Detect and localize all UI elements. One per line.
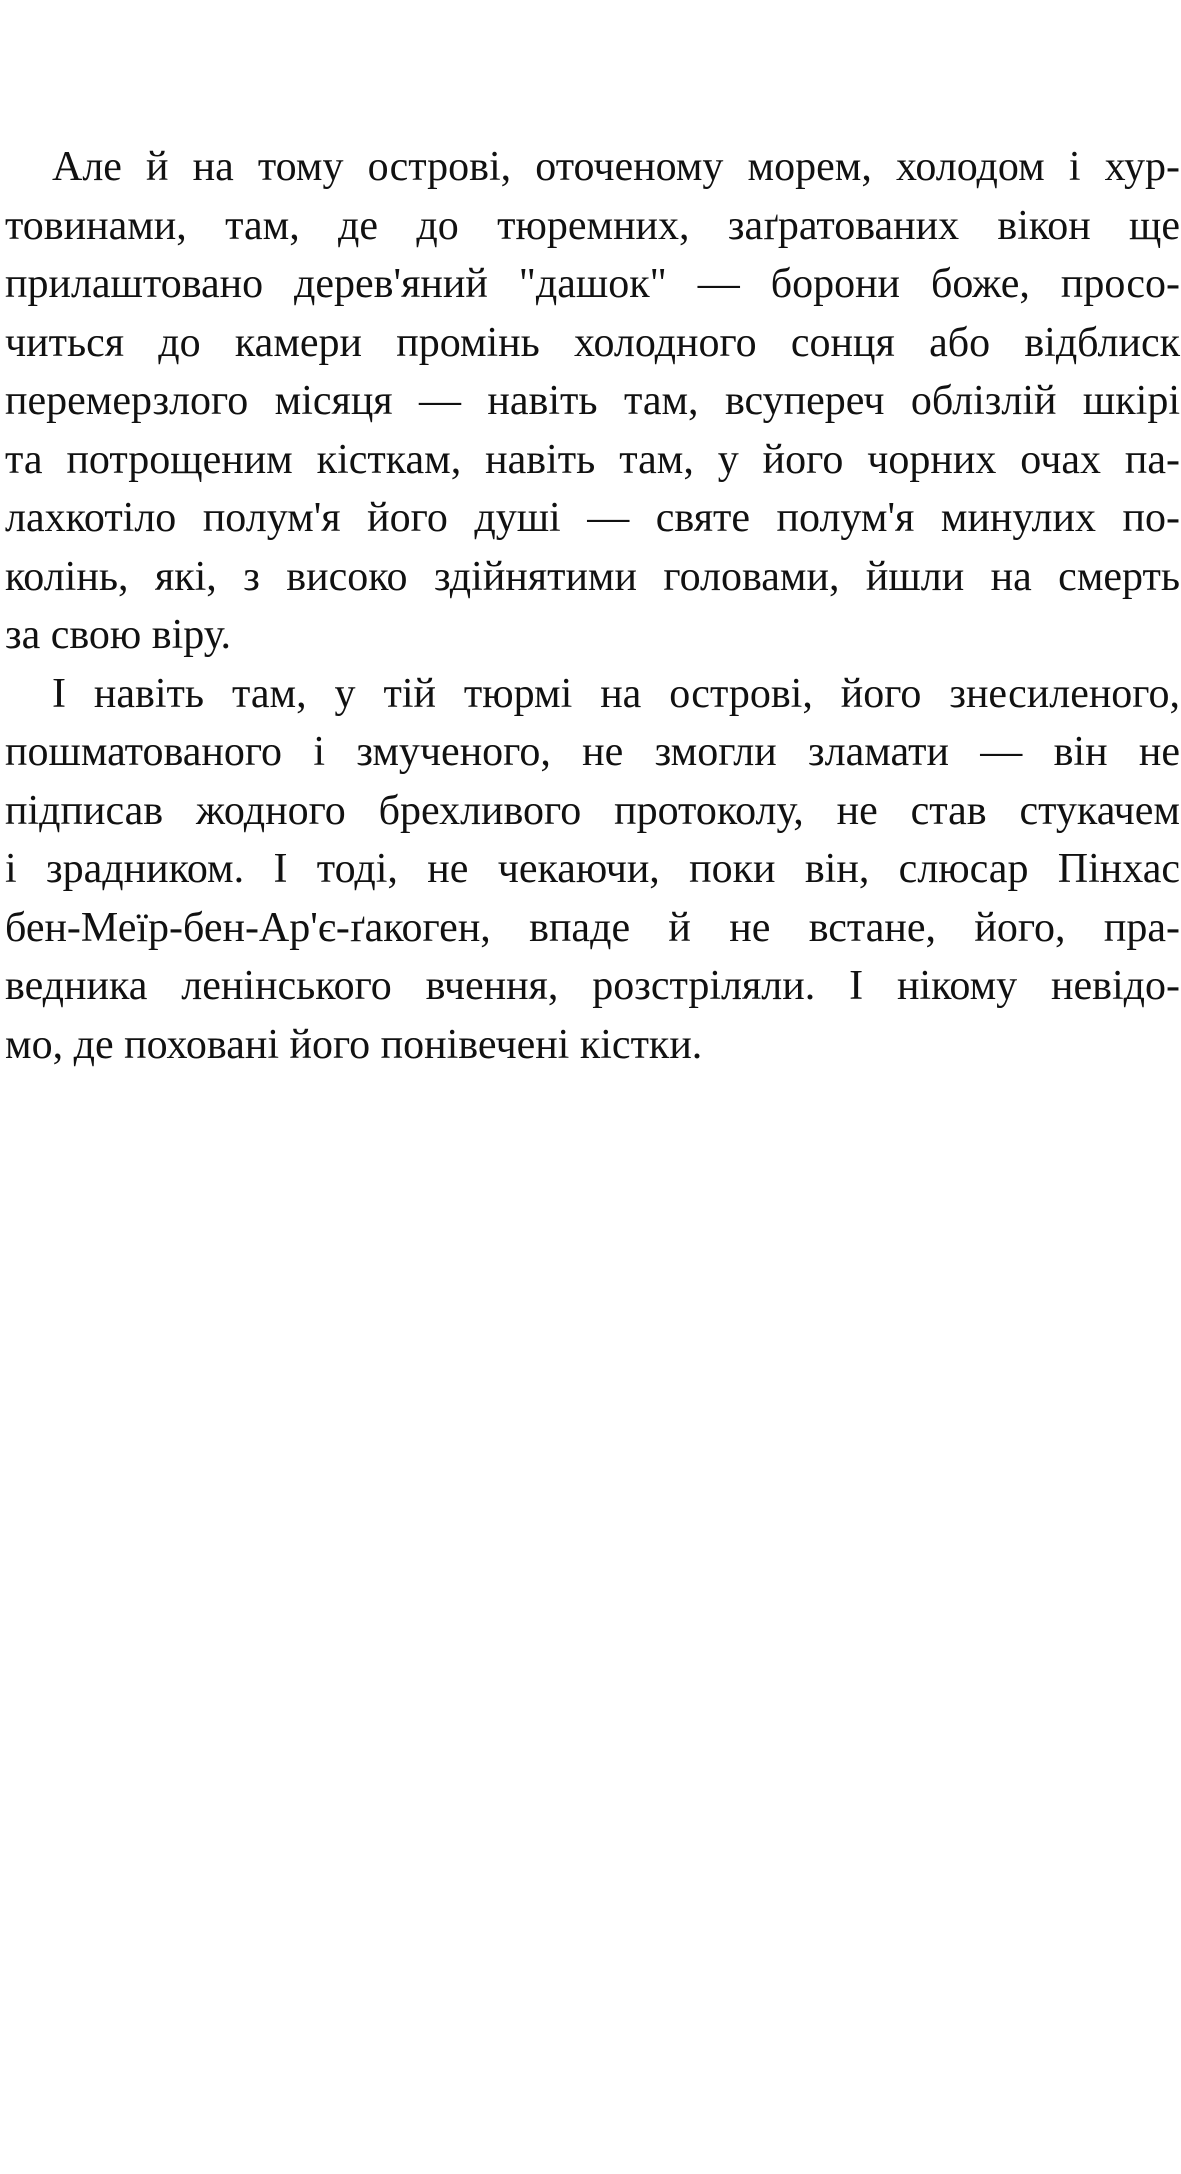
text-line: і зрадником. І тоді, не чекаючи, поки він, слюсар Пінхас	[5, 846, 1180, 892]
paragraph-1	[5, 138, 1180, 665]
text-line: колінь, які, з високо здійнятими головами, йшли на смерть	[5, 553, 1180, 600]
text-line: І навіть там, у тій тюрмі на острові, його знесиленого,	[52, 670, 1180, 717]
text-line: читься до камери промінь холодного сонця або відблиск	[5, 319, 1180, 366]
text-line: бен-Меїр-бен-Ар'є-ґакоген, впаде й не встане, його, пра-	[5, 904, 1180, 951]
text-line: пошматованого і змученого, не змогли зламати — він не	[5, 729, 1180, 775]
text-line: Але й на тому острові, оточеному морем, холодом і хур-	[52, 144, 1180, 190]
text-line: лахкотіло полум'я його душі — святе полум'я минулих по-	[5, 495, 1180, 541]
text-line: прилаштовано дерев'яний "дашок" — борони боже, просо-	[5, 261, 1180, 307]
text-line: підписав жодного брехливого протоколу, не став стукачем	[5, 787, 1180, 834]
text-line: та потрощеним кісткам, навіть там, у його чорних очах па-	[5, 436, 1180, 483]
paragraph-2	[5, 665, 1180, 1075]
text-line: перемерзлого місяця — навіть там, всупереч облізлій шкірі	[5, 378, 1180, 424]
text-line: товинами, там, де до тюремних, заґратованих вікон ще	[5, 202, 1180, 249]
text-line: ведника ленінського вчення, розстріляли. І нікому невідо-	[5, 963, 1180, 1009]
text-line: мо, де поховані його понівечені кістки.	[5, 1021, 703, 1068]
text-line: за свою віру.	[5, 612, 232, 658]
document-body	[5, 138, 1180, 1074]
